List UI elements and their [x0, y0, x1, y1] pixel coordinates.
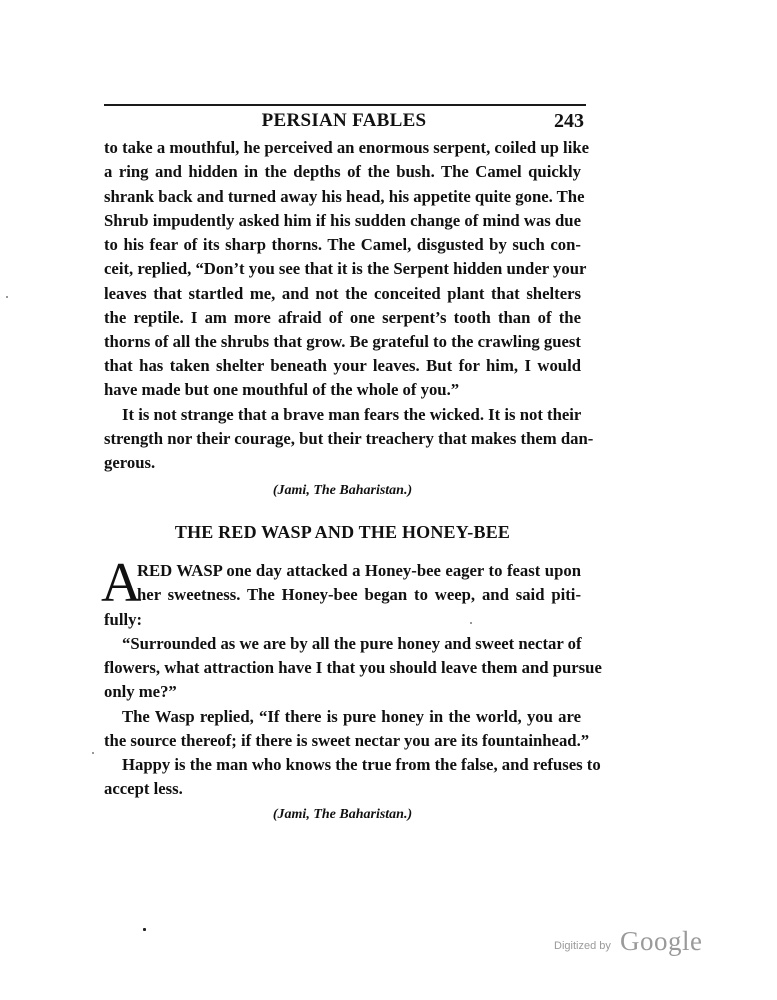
text-line: “Surrounded as we are by all the pure honey and sweet nectar of: [122, 634, 582, 653]
text-line: to his fear of its sharp thorns. The Camel, disgusted by such con-: [104, 235, 581, 254]
text-line: leaves that startled me, and not the conceited plant that shelters: [104, 284, 581, 303]
text-line: The Wasp replied, “If there is pure honey in the world, you are: [122, 707, 581, 726]
text-line: It is not strange that a brave man fears the wicked. It is not their: [122, 405, 582, 424]
text-line: accept less.: [104, 779, 183, 798]
text-line: thorns of all the shrubs that grow. Be grateful to the crawling guest: [104, 332, 581, 351]
text-line: gerous.: [104, 453, 156, 472]
text-line: flowers, what attraction have I that you should leave them and pursue: [104, 658, 602, 677]
digitized-watermark: [554, 926, 714, 962]
text-line: the source thereof; if there is sweet nectar you are its fountainhead.”: [104, 731, 590, 750]
text-line: have made but one mouthful of the whole of you.”: [104, 380, 460, 399]
header-rule: [104, 104, 586, 106]
text-line: the reptile. I am more afraid of one serpent’s tooth than of the: [104, 308, 581, 327]
text-line: a ring and hidden in the depths of the bush. The Camel quickly: [104, 162, 581, 181]
watermark-small-text: Digitized by: [554, 940, 611, 952]
scan-speck: [92, 752, 94, 754]
scan-speck: [143, 928, 146, 931]
drop-cap: A: [101, 552, 142, 614]
google-logo: Google: [620, 926, 703, 956]
page-number: 243: [554, 110, 584, 132]
text-line: to take a mouthful, he perceived an enormous serpent, coiled up like: [104, 138, 590, 157]
section-title: THE RED WASP AND THE HONEY-BEE: [174, 522, 511, 542]
text-line: ceit, replied, “Don’t you see that it is the Serpent hidden under your: [104, 259, 587, 278]
text-line: that has taken shelter beneath your leaves. But for him, I would: [104, 356, 581, 375]
text-line: fully:: [104, 610, 143, 629]
scan-speck: [470, 622, 472, 624]
text-line: Happy is the man who knows the true from the false, and refuses to: [122, 755, 601, 774]
text-line: only me?”: [104, 682, 177, 701]
scan-speck: [6, 296, 8, 298]
text-line: shrank back and turned away his head, his appetite quite gone. The: [104, 187, 585, 206]
text-line: Shrub impudently asked him if his sudden change of mind was due: [104, 211, 581, 230]
citation: (Jami, The Baharistan.): [272, 483, 413, 498]
citation: (Jami, The Baharistan.): [272, 807, 413, 822]
running-title: PERSIAN FABLES: [261, 110, 427, 131]
running-head: [104, 110, 584, 134]
text-line: strength nor their courage, but their treachery that makes them dan-: [104, 429, 594, 448]
text-line: her sweetness. The Honey-bee began to weep, and said piti-: [137, 585, 581, 604]
text-line: RED WASP one day attacked a Honey-bee eager to feast upon: [137, 561, 581, 580]
